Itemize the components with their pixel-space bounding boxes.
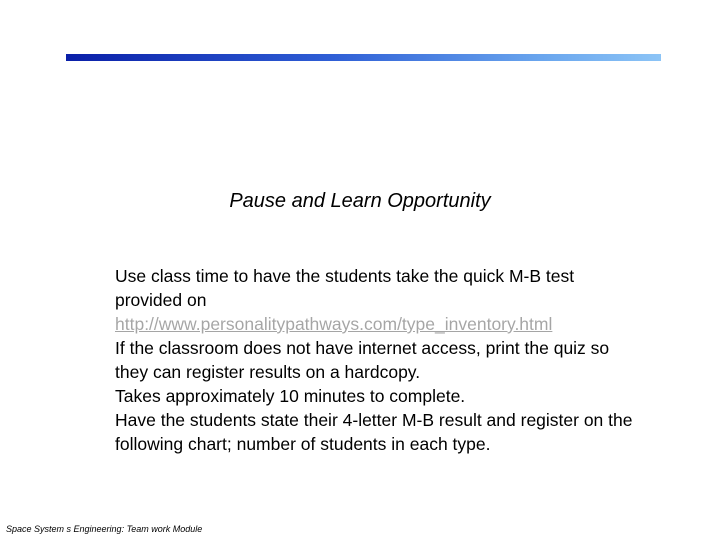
header-gradient-bar <box>66 54 661 61</box>
slide-footer: Space System s Engineering: Team work Module <box>6 524 203 534</box>
slide-title: Pause and Learn Opportunity <box>229 190 491 212</box>
paragraph-register-results: Have the students state their 4-letter M-B result and register on the following chart; number of students in each type. <box>115 410 633 454</box>
paragraph-no-internet: If the classroom does not have internet access, print the quiz so they can register results on a hardcopy. <box>115 338 610 382</box>
type-inventory-link[interactable]: http://www.personalitypathways.com/type_inventory.html <box>115 314 553 334</box>
paragraph-test-instructions <box>115 264 635 336</box>
paragraph-duration: Takes approximately 10 minutes to complete. <box>115 386 466 406</box>
slide-body <box>115 264 635 456</box>
paragraph-test-text: Use class time to have the students take the quick M-B test provided on <box>115 266 575 310</box>
